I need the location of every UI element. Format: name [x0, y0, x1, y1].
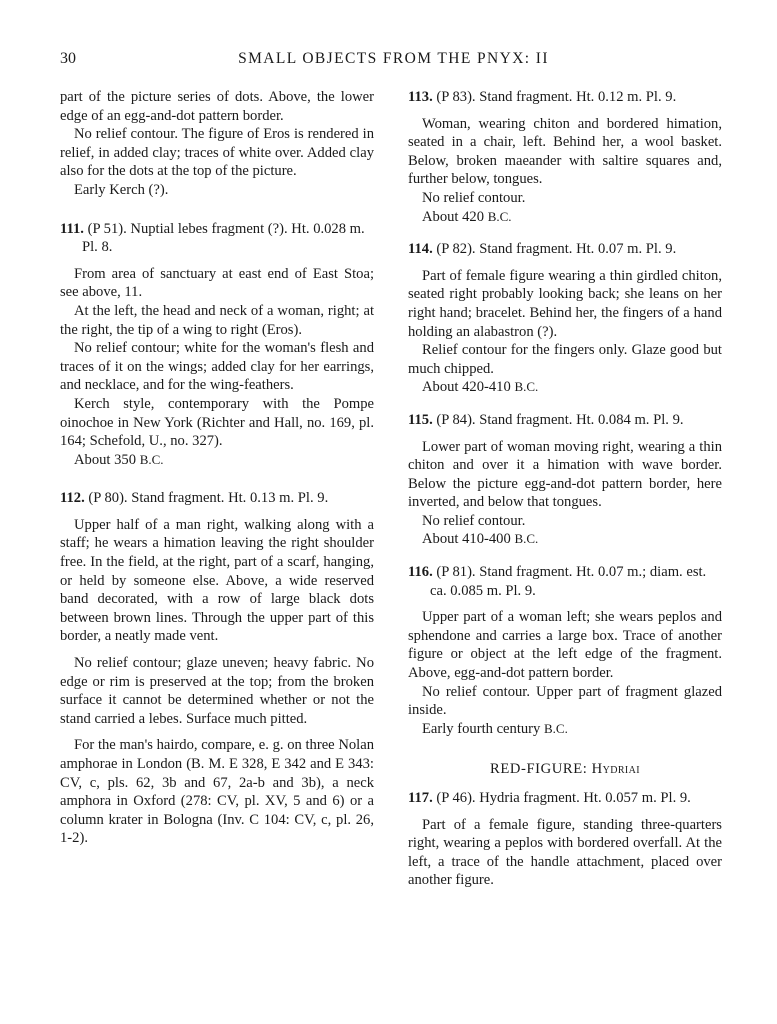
entry-paragraph: No relief contour.	[422, 189, 526, 206]
entry-paragraph: From area of sanctuary at east end of East Stoa; see above, 11.	[60, 265, 374, 301]
catalog-entry-111	[60, 220, 374, 470]
entry-paragraph: Upper part of a woman left; she wears peplos and sphendone and carries a large box. Trace of another figure or object at the left edge of the fragment. Above, egg-and-dot pattern border.	[408, 609, 722, 682]
entry-number: 117.	[408, 790, 433, 806]
entry-paragraph: No relief contour.	[422, 512, 526, 529]
entry-paragraph: Upper half of a man right, walking along with a staff; he wears a himation leaving the right shoulder free. In the field, at the right, part of a scarf, hanging, or held by someone else. Above, a wide reserved band decorated, with a row of large black dots between brown lines. Through the upper part of this border, a neatly made vent.	[60, 516, 374, 645]
entry-number: 112.	[60, 490, 85, 507]
entry-heading-text: (P 46). Hydria fragment. Ht. 0.057 m. Pl. 9.	[436, 790, 691, 806]
entry-number: 116.	[408, 564, 433, 581]
catalog-entry-115	[408, 411, 722, 549]
entry-heading	[408, 563, 722, 600]
catalog-entry-116	[408, 563, 722, 738]
entry-heading-text: (P 83). Stand fragment. Ht. 0.12 m. Pl. 9.	[436, 89, 677, 105]
page-number: 30	[60, 50, 76, 67]
entry-heading	[408, 789, 722, 808]
entry-heading-text: (P 82). Stand fragment. Ht. 0.07 m. Pl. 9.	[436, 241, 677, 258]
entry-date: Early fourth century B.C.	[422, 720, 568, 737]
entry-date: About 420 B.C.	[422, 208, 512, 225]
entry-paragraph: Lower part of woman moving right, wearing a thin chiton and over it a himation with wave border. Below the picture egg-and-dot pattern border, here inverted, and below that tongues.	[408, 438, 722, 511]
right-column	[408, 88, 722, 890]
entry-paragraph: For the man's hairdo, compare, e. g. on three Nolan amphorae in London (B. M. E 328, E 342 and E 343: CV, c, pls. 62, 3b and 67, 2a-b and 3b), a neck amphora in Oxford (278: CV, pl. XV, 5 and 6) or a column krater in Bologna (Inv. C 104: CV, c, pl. 26, 1-2).	[60, 737, 374, 847]
catalog-entry-112	[60, 489, 374, 848]
catalog-entry-113	[408, 88, 722, 226]
entry-paragraph: Part of female figure wearing a thin girdled chiton, seated right probably looking back; she leans on her right hand; bracelet. Behind her, the fingers of a hand holding an alabastron (?).	[408, 267, 722, 340]
entry-heading	[408, 88, 722, 107]
entry-heading	[60, 220, 374, 257]
running-title: SMALL OBJECTS FROM THE PNYX: II	[238, 50, 549, 67]
entry-number: 111.	[60, 220, 84, 237]
entry-paragraph: Kerch style, contemporary with the Pompe oinochoe in New York (Richter and Hall, no. 169, pl. 164; Schefold, U., no. 327).	[60, 395, 374, 450]
entry-paragraph: Woman, wearing chiton and bordered himation, seated in a chair, left. Behind her, a wool basket. Below, broken maeander with saltire squares and, further below, tongues.	[408, 115, 722, 188]
page-header	[0, 50, 777, 74]
entry-paragraph: Part of a female figure, standing three-quarters right, wearing a peplos with bordered overfall. At the left, a trace of the handle attachment, placed over another figure.	[408, 816, 722, 889]
entry-date: About 420-410 B.C.	[422, 379, 539, 396]
continued-date: Early Kerch (?).	[74, 181, 169, 198]
continued-paragraph: No relief contour. The figure of Eros is rendered in relief, in added clay; traces of white over. Added clay also for the dots at the top of the picture.	[60, 126, 374, 180]
entry-number: 113.	[408, 89, 433, 105]
entry-number: 114.	[408, 241, 433, 258]
entry-date: About 350 B.C.	[74, 451, 164, 468]
continued-paragraph: part of the picture series of dots. Above, the lower edge of an egg-and-dot pattern border.	[60, 89, 374, 124]
entry-paragraph: At the left, the head and neck of a woman, right; at the right, the tip of a wing to right (Eros).	[60, 302, 374, 338]
catalog-entry-114	[408, 240, 722, 397]
entry-paragraph: No relief contour; glaze uneven; heavy fabric. No edge or rim is preserved at the top; from the broken surface it cannot be determined whether or not the stand carried a lebes. Surface much pitted.	[60, 655, 374, 727]
entry-paragraph: Relief contour for the fingers only. Glaze good but much chipped.	[408, 342, 722, 377]
left-column	[60, 88, 374, 848]
entry-heading-text: (P 81). Stand fragment. Ht. 0.07 m.; diam. est. ca. 0.085 m. Pl. 9.	[430, 564, 707, 599]
entry-date: About 410-400 B.C.	[422, 531, 539, 548]
section-heading-title: Hydriai	[591, 761, 640, 778]
entry-heading	[408, 240, 722, 259]
entry-heading-text: (P 80). Stand fragment. Ht. 0.13 m. Pl. 9.	[88, 490, 329, 507]
section-heading	[408, 760, 722, 779]
entry-paragraph: No relief contour. Upper part of fragment glazed inside.	[408, 683, 722, 719]
section-heading-prefix: RED-FIGURE:	[490, 761, 588, 778]
entry-heading	[60, 489, 374, 508]
catalog-entry-117	[408, 789, 722, 890]
entry-heading	[408, 411, 722, 430]
entry-paragraph: No relief contour; white for the woman's flesh and traces of it on the wings; added clay for her earrings, and necklace, and for the wing-feathers.	[60, 340, 374, 394]
entry-heading-text: (P 84). Stand fragment. Ht. 0.084 m. Pl. 9.	[436, 411, 684, 428]
entry-number: 115.	[408, 411, 433, 428]
entry-heading-text: (P 51). Nuptial lebes fragment (?). Ht. 0.028 m. Pl. 8.	[82, 220, 365, 256]
